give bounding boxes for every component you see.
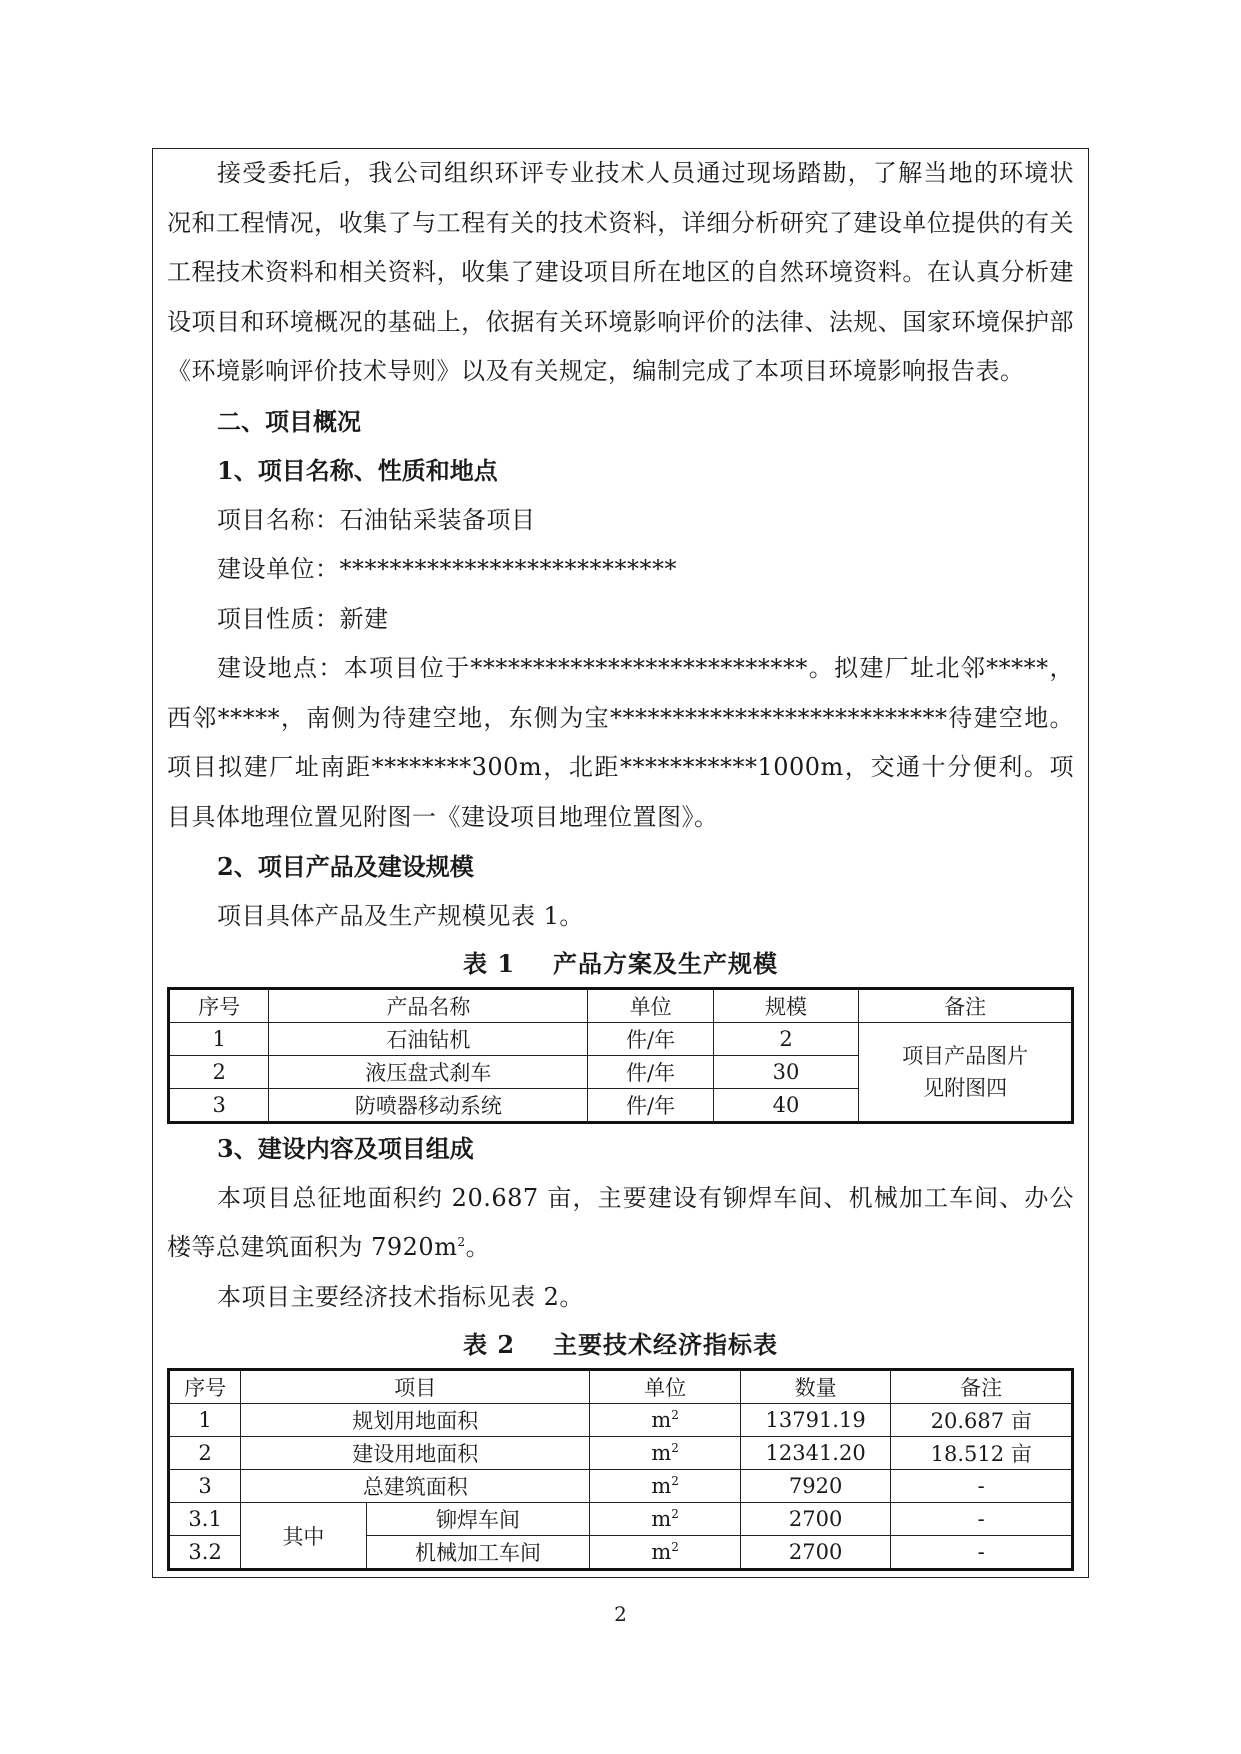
table-cell: 液压盘式刹车 — [269, 1056, 588, 1089]
remark-cell — [859, 1023, 1073, 1123]
section2-heading: 二、项目概况 — [217, 406, 361, 436]
header-cell: 数量 — [740, 1370, 890, 1404]
sub2-text: 项目具体产品及生产规模见表 1。 — [217, 901, 584, 930]
table2-caption-no: 表 2 — [462, 1330, 516, 1359]
table-cell: 件/年 — [588, 1056, 713, 1089]
unit-cell — [590, 1404, 740, 1437]
unit-base: m — [651, 1441, 672, 1465]
header-cell: 备注 — [891, 1370, 1073, 1404]
table-cell: 件/年 — [588, 1089, 713, 1123]
table-cell: 2 — [169, 1056, 269, 1089]
construction-unit: 建设单位：*************************** — [217, 555, 677, 583]
table-cell: 2 — [713, 1023, 858, 1056]
header-cell: 产品名称 — [269, 989, 588, 1023]
sub3-text-a — [167, 1174, 1074, 1273]
table2-caption-title: 主要技术经济指标表 — [553, 1330, 779, 1359]
remark-line: 项目产品图片 — [902, 1044, 1029, 1068]
unit-cell — [590, 1503, 740, 1536]
table1-caption — [167, 941, 1074, 987]
unit-sup: 2 — [671, 1540, 679, 1554]
sub3-text-a-end: 。 — [465, 1233, 491, 1261]
header-cell: 单位 — [588, 989, 713, 1023]
table-cell: 防喷器移动系统 — [269, 1089, 588, 1123]
sub2-heading: 2、项目产品及建设规模 — [217, 852, 474, 881]
header-cell: 单位 — [590, 1370, 740, 1404]
table-cell: 2 — [169, 1437, 241, 1470]
table-row — [169, 1503, 1073, 1536]
page-number: 2 — [614, 1602, 627, 1626]
unit-sup: 2 — [671, 1408, 679, 1422]
table-cell: 3.1 — [169, 1503, 241, 1536]
table-cell: 石油钻机 — [269, 1023, 588, 1056]
report-frame — [152, 148, 1089, 1578]
table-cell: - — [891, 1503, 1073, 1536]
table-cell: 3.2 — [169, 1536, 241, 1570]
table-cell: 2700 — [740, 1536, 890, 1570]
unit-cell — [590, 1536, 740, 1570]
table-cell: - — [891, 1536, 1073, 1570]
table-row — [169, 1470, 1073, 1503]
unit-base: m — [651, 1540, 672, 1564]
intro-paragraph: 接受委托后，我公司组织环评专业技术人员通过现场踏勘，了解当地的环境状况和工程情况，收集了与工程有关的技术资料，详细分析研究了建设单位提供的有关工程技术资料和相关资料，收集了建设项目所在地区的自然环境资料。在认真分析建设项目和环境概况的基础上，依据有关环境影响评价的法律、法规、国家环境保护部《环境影响评价技术导则》以及有关规定，编制完成了本项目环境影响报告表。 — [167, 159, 1074, 385]
unit-base: m — [651, 1507, 672, 1531]
unit-sup: 2 — [671, 1507, 679, 1521]
unit-base: m — [651, 1408, 672, 1432]
header-cell: 序号 — [169, 1370, 241, 1404]
table-cell: 18.512 亩 — [891, 1437, 1073, 1470]
indicator-table — [167, 1368, 1074, 1571]
table-cell: 规划用地面积 — [241, 1404, 590, 1437]
table-cell: 1 — [169, 1404, 241, 1437]
sub3-heading: 3、建设内容及项目组成 — [217, 1134, 474, 1163]
product-table — [167, 987, 1074, 1124]
table-cell: 2700 — [740, 1503, 890, 1536]
table-cell: 1 — [169, 1023, 269, 1056]
header-cell: 序号 — [169, 989, 269, 1023]
location-paragraph: 建设地点：本项目位于***************************。拟建厂址北邻*****，西邻*****，南侧为待建空地，东侧为宝***************************待建空地。项目拟建厂址南距********300m，北距***********1000m，交通十分便利。项目具体地理位置见附图一《建设项目地理位置图》。 — [167, 654, 1074, 831]
sub1-heading: 1、项目名称、性质和地点 — [217, 456, 498, 485]
sub3-text-b: 本项目主要经济技术指标见表 2。 — [217, 1282, 584, 1311]
sub3-text-a-main: 本项目总征地面积约 20.687 亩，主要建设有铆焊车间、机械加工车间、办公楼等总建筑面积为 7920m — [167, 1183, 1074, 1261]
table-cell: 件/年 — [588, 1023, 713, 1056]
table-cell: 30 — [713, 1056, 858, 1089]
table-cell: 建设用地面积 — [241, 1437, 590, 1470]
unit-cell — [590, 1470, 740, 1503]
table1-caption-no: 表 1 — [462, 949, 516, 978]
table-cell: 7920 — [740, 1470, 890, 1503]
table-cell: 20.687 亩 — [891, 1404, 1073, 1437]
page-content — [167, 149, 1074, 1571]
table-cell: 3 — [169, 1089, 269, 1123]
table-header-row — [169, 1370, 1073, 1404]
table1-caption-title: 产品方案及生产规模 — [553, 949, 779, 978]
group-label-cell: 其中 — [241, 1503, 366, 1570]
table-header-row — [169, 989, 1073, 1023]
remark-line: 见附图四 — [923, 1076, 1008, 1100]
project-name: 项目名称：石油钻采装备项目 — [217, 505, 536, 534]
table-cell: 总建筑面积 — [241, 1470, 590, 1503]
unit-sup: 2 — [671, 1474, 679, 1488]
unit-base: m — [651, 1474, 672, 1498]
header-cell: 规模 — [713, 989, 858, 1023]
sub3-text-a-sup: 2 — [457, 1235, 466, 1249]
table-cell: 机械加工车间 — [366, 1536, 590, 1570]
unit-cell — [590, 1437, 740, 1470]
table-cell: 铆焊车间 — [366, 1503, 590, 1536]
header-cell: 备注 — [859, 989, 1073, 1023]
table-row — [169, 1437, 1073, 1470]
table-row — [169, 1023, 1073, 1056]
table2-caption — [167, 1322, 1074, 1368]
table-cell: - — [891, 1470, 1073, 1503]
project-nature: 项目性质：新建 — [217, 604, 389, 633]
unit-sup: 2 — [671, 1441, 679, 1455]
table-row — [169, 1404, 1073, 1437]
header-cell: 项目 — [241, 1370, 590, 1404]
table-cell: 13791.19 — [740, 1404, 890, 1437]
table-cell: 40 — [713, 1089, 858, 1123]
table-cell: 3 — [169, 1470, 241, 1503]
table-cell: 12341.20 — [740, 1437, 890, 1470]
